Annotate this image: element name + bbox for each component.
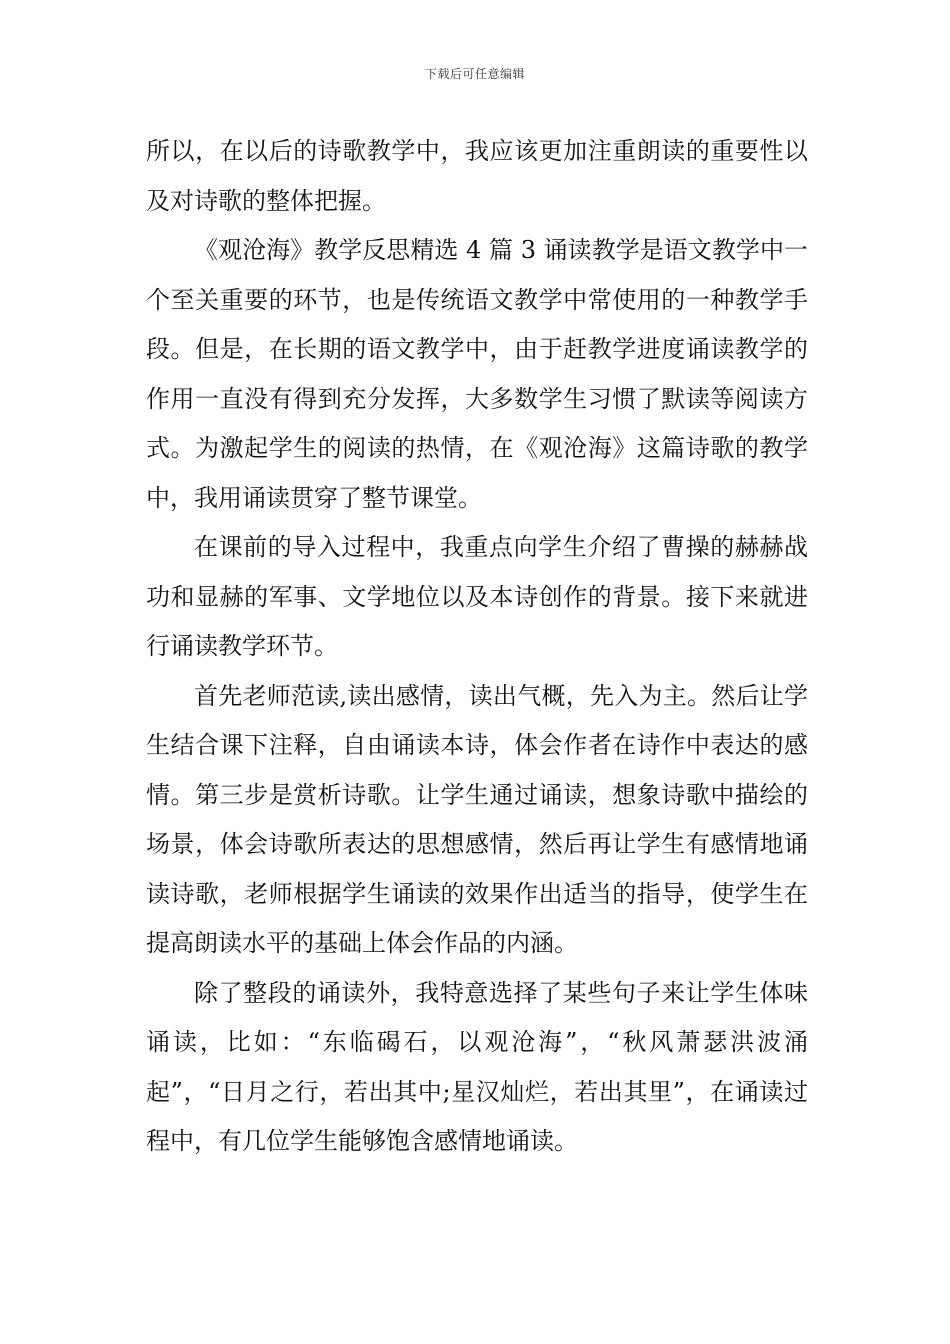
document-body	[146, 127, 808, 1167]
paragraph-3: 在课前的导入过程中，我重点向学生介绍了曹操的赫赫战功和显赫的军事、文学地位以及本诗创作的背景。接下来就进行诵读教学环节。	[146, 533, 808, 660]
paragraph-4: 首先老师范读,读出感情，读出气概，先入为主。然后让学生结合课下注释，自由诵读本诗，体会作者在诗作中表达的感情。第三步是赏析诗歌。让学生通过诵读，想象诗歌中描绘的场景，体会诗歌所表达的思想感情，然后再让学生有感情地诵读诗歌，老师根据学生诵读的效果作出适当的指导，使学生在提高朗读水平的基础上体会作品的内涵。	[146, 681, 808, 957]
paragraph-2: 《观沧海》教学反思精选 4 篇 3 诵读教学是语文教学中一个至关重要的环节，也是传统语文教学中常使用的一种教学手段。但是，在长期的语文教学中，由于赶教学进度诵读教学的作用一直没有得到充分发挥，大多数学生习惯了默读等阅读方式。为激起学生的阅读的热情，在《观沧海》这篇诗歌的教学中，我用诵读贯穿了整节课堂。	[146, 236, 808, 512]
paragraph-1: 所以，在以后的诗歌教学中，我应该更加注重朗读的重要性以及对诗歌的整体把握。	[146, 137, 808, 215]
paragraph-5: 除了整段的诵读外，我特意选择了某些句子来让学生体味诵读，比如：“东临碣石，以观沧海”，“秋风萧瑟洪波涌起”，“日月之行，若出其中;星汉灿烂，若出其里”，在诵读过程中，有几位学生能够饱含感情地诵读。	[146, 978, 808, 1155]
page-header: 下载后可任意编辑	[424, 67, 525, 81]
